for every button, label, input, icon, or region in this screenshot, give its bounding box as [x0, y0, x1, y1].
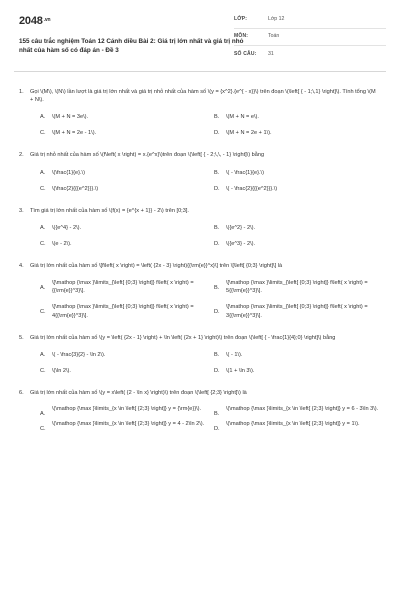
question-4 [14, 262, 386, 320]
meta-row-count [234, 46, 386, 63]
meta-key: SỐ CÂU: [234, 50, 257, 57]
question-text: Giá trị lớn nhất của hàm số \[f\left( x \right) = \left( {2x - 3} \right){{\rm{e}}^x}\] trên \[\left[ {0;3} \right]\] là [30, 263, 283, 270]
answer-option-d[interactable] [214, 129, 388, 137]
question-2 [14, 151, 386, 192]
answer-option-c[interactable] [40, 129, 214, 137]
meta-row-subject [234, 29, 386, 46]
answer-options [30, 405, 386, 433]
option-text: \({e^4} - 2\). [52, 224, 82, 231]
option-letter: A. [40, 351, 46, 358]
option-letter: A. [40, 169, 46, 176]
answer-option-d[interactable] [214, 420, 388, 433]
answer-option-b[interactable] [214, 113, 388, 121]
option-letter: B. [214, 351, 220, 358]
option-text: \( - \frac{1}{e}.\) [226, 169, 264, 176]
option-letter: C. [40, 426, 46, 433]
option-letter: C. [40, 185, 46, 192]
meta-value: Lớp 12 [268, 16, 285, 23]
answer-options [30, 351, 386, 375]
question-text: Giá trị lớn nhất của hàm số \(y = x\left( {2 - \ln x} \right)\) trên đoạn \(\left[ {2;3} \right]\) là [30, 389, 247, 396]
option-letter: D. [214, 367, 220, 374]
answer-option-c[interactable] [40, 240, 214, 248]
question-6 [14, 389, 386, 433]
option-text: \(\mathop {\max }\limits_{x \in \left[ {2;3} \right]} y = {\rm{e}}\). [52, 406, 202, 413]
option-text: \(M + N = 3e\). [52, 114, 89, 121]
meta-key: MÔN: [234, 33, 249, 40]
document-header [14, 12, 386, 72]
meta-key: LỚP: [234, 16, 248, 23]
option-letter: A. [40, 114, 46, 121]
answer-option-c[interactable] [40, 367, 214, 375]
option-letter: C. [40, 309, 46, 316]
question-number: 4. [19, 263, 24, 270]
answer-option-a[interactable] [40, 279, 214, 295]
question-5 [14, 334, 386, 375]
option-letter: D. [214, 130, 220, 137]
answer-option-d[interactable] [214, 185, 388, 193]
option-letter: A. [40, 285, 46, 292]
option-text: \({e^3} - 2\). [226, 240, 256, 247]
question-list [14, 72, 386, 433]
question-text: Giá trị lớn nhất của hàm số \(y = \left( {2x - 1} \right) + \ln \left( {2x + 1} \right)\) trên đoạn \(\left[ { - \frac{1}{4};0} \right]\) bằng [30, 334, 336, 341]
option-letter: D. [214, 240, 220, 247]
option-text: \[\mathop {\max }\limits_{\left[ {0;3} \right]} f\left( x \right) = 4{{\rm{e}}^3}\]. [52, 304, 194, 319]
option-letter: C. [40, 130, 46, 137]
option-letter: B. [214, 224, 220, 231]
logo-suffix: .vn [43, 17, 51, 23]
option-letter: C. [40, 367, 46, 374]
option-text: \(M + N = 2e + 1\). [226, 130, 272, 137]
option-text: \( - \frac{3}{2} - \ln 2\). [52, 351, 106, 358]
option-text: \( - 1\). [226, 351, 243, 358]
option-letter: D. [214, 185, 220, 192]
site-logo[interactable] [19, 14, 50, 30]
answer-options [30, 169, 386, 193]
answer-option-a[interactable] [40, 113, 214, 121]
question-number: 5. [19, 334, 24, 341]
answer-option-a[interactable] [40, 351, 214, 359]
option-text: \(M + N = 2e - 1\). [52, 130, 97, 137]
option-letter: D. [214, 426, 220, 433]
option-text: \(e - 2\). [52, 240, 72, 247]
option-letter: D. [214, 309, 220, 316]
answer-option-d[interactable] [214, 303, 388, 319]
option-text: \(\frac{2}{{{e^2}}}.\) [52, 185, 99, 192]
answer-options [30, 279, 386, 319]
question-text: Tìm giá trị lớn nhất của hàm số \(f(x) = {e^{x + 1}} - 2\) trên [0;3]. [30, 207, 189, 214]
answer-options [30, 224, 386, 248]
logo-text: 2048 [19, 15, 43, 27]
option-letter: B. [214, 114, 220, 121]
option-text: \({e^2} - 2\). [226, 224, 256, 231]
meta-value: Toán [268, 33, 280, 40]
option-text: \[\mathop {\max }\limits_{\left[ {0;3} \right]} f\left( x \right) = 3{{\rm{e}}^3}\]. [226, 304, 368, 319]
option-letter: B. [214, 285, 220, 292]
question-text: Giá trị nhỏ nhất của hàm số \(f\left( x \right) = x.{e^x}\)trên đoạn \(\left[ { - 2;\,\, - 1} \right]\) bằng [30, 152, 265, 159]
document-meta-table [234, 12, 386, 63]
question-number: 2. [19, 152, 24, 159]
question-1 [14, 88, 386, 137]
option-letter: C. [40, 240, 46, 247]
answer-option-c[interactable] [40, 185, 214, 193]
answer-option-b[interactable] [214, 169, 388, 177]
option-letter: B. [214, 169, 220, 176]
option-text: \(\mathop {\max }\limits_{x \in \left[ {2;3} \right]} y = 4 - 2\ln 2\). [52, 421, 205, 428]
option-text: \(\mathop {\max }\limits_{x \in \left[ {2;3} \right]} y = 6 - 3\ln 3\). [226, 406, 379, 413]
option-text: \[\mathop {\max }\limits_{\left[ {0;3} \right]} f\left( x \right) = {{\rm{e}}^3}\]. [52, 280, 194, 295]
answer-option-c[interactable] [40, 420, 214, 433]
answer-option-b[interactable] [214, 351, 388, 359]
question-text: Gọi \(M\), \(N\) lần lượt là giá trị lớn nhất và giá trị nhỏ nhất của hàm số \(y = {x^2}.{e^{ - x}}\) trên đoạn \(\left[ { - 1;\,1} \right]\). Tính tổng \(M + N\). [30, 89, 376, 104]
option-text: \[\mathop {\max }\limits_{\left[ {0;3} \right]} f\left( x \right) = 5{{\rm{e}}^3}\]. [226, 280, 368, 295]
option-text: \(\mathop {\max }\limits_{x \in \left[ {2;3} \right]} y = 1\). [226, 421, 360, 428]
option-text: \(1 + \ln 3\). [226, 367, 255, 374]
option-letter: A. [40, 411, 46, 418]
option-letter: A. [40, 224, 46, 231]
answer-option-b[interactable] [214, 279, 388, 295]
question-number: 1. [19, 89, 24, 95]
question-number: 3. [19, 207, 24, 214]
answer-option-d[interactable] [214, 367, 388, 375]
option-text: \(M + N = e\). [226, 114, 259, 121]
document-title: 155 câu trắc nghiệm Toán 12 Cánh diều Bài 2: Giá trị lớn nhất và giá trị nhỏ nhất của hàm số có đáp án - Đề 3 [19, 38, 244, 55]
answer-option-a[interactable] [40, 224, 214, 232]
answer-option-b[interactable] [214, 224, 388, 232]
answer-option-c[interactable] [40, 303, 214, 319]
option-text: \( - \frac{2}{{{e^2}}}.\) [226, 185, 278, 192]
answer-options [30, 113, 386, 137]
meta-row-class [234, 12, 386, 29]
meta-value: 31 [268, 50, 274, 57]
answer-option-b[interactable] [214, 405, 388, 418]
question-number: 6. [19, 389, 24, 396]
answer-option-d[interactable] [214, 240, 388, 248]
option-letter: B. [214, 411, 220, 418]
answer-option-a[interactable] [40, 405, 214, 418]
question-3 [14, 207, 386, 248]
option-text: \(\frac{1}{e}.\) [52, 169, 85, 176]
option-text: \(\ln 2\). [52, 367, 71, 374]
answer-option-a[interactable] [40, 169, 214, 177]
